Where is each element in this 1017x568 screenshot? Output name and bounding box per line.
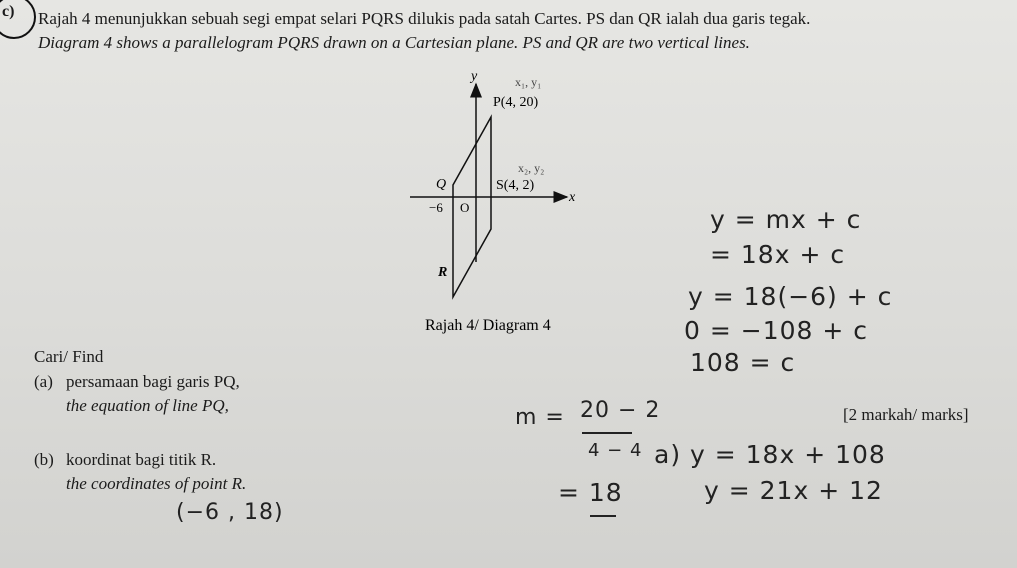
handwriting-answer-a-alt: y = 21x + 12 — [704, 476, 883, 505]
label-point-p: P(4, 20) — [493, 95, 539, 110]
question-number-text: c) — [2, 3, 15, 20]
y-axis-label: y — [471, 69, 478, 84]
part-b-text: koordinat bagi titik R. — [66, 450, 217, 469]
handwriting-eq1: y = mx + c — [710, 205, 862, 234]
parallelogram-pqrs — [453, 117, 491, 297]
part-a-marks: [2 markah/ marks] — [843, 405, 969, 424]
fraction-bar — [582, 432, 632, 434]
label-point-s: S(4, 2) — [496, 178, 535, 193]
handwriting-answer-a: a) y = 18x + 108 — [654, 440, 886, 469]
part-a-label: (a) — [34, 372, 53, 391]
handwriting-eq3: y = 18(−6) + c — [688, 282, 893, 311]
handwriting-eq4: 0 = −108 + c — [684, 316, 868, 345]
handwriting-m-result: = 18 — [558, 478, 623, 507]
instruction-find: Cari/ Find — [34, 347, 104, 366]
part-b-label: (b) — [34, 450, 54, 469]
result-underline — [590, 515, 616, 517]
scribble-mid: x₂, y₂ — [518, 161, 545, 175]
x-axis-label: x — [569, 190, 576, 205]
diagram-caption: Rajah 4/ Diagram 4 — [425, 317, 551, 334]
handwriting-answer-b: (−6 , 18) — [176, 500, 284, 525]
label-point-q: Q — [436, 177, 447, 192]
part-a-text-english: the equation of line PQ, — [66, 396, 229, 415]
label-origin: O — [460, 200, 470, 215]
label-neg-six: −6 — [429, 200, 443, 215]
label-point-r: R — [438, 265, 448, 280]
part-b-text-english: the coordinates of point R. — [66, 474, 247, 493]
part-a-text: persamaan bagi garis PQ, — [66, 372, 240, 391]
handwriting-m-numerator: 20 − 2 — [580, 398, 661, 423]
handwriting-m-label: m = — [515, 405, 565, 430]
handwriting-eq2: = 18x + c — [710, 240, 846, 269]
handwriting-eq5: 108 = c — [690, 348, 796, 377]
handwriting-m-denominator: 4 − 4 — [588, 440, 643, 461]
scribble-top: x₁, y₁ — [515, 75, 542, 89]
question-text-english: Diagram 4 shows a parallelogram PQRS drawn on a Cartesian plane. PS and QR are two vertical lines. — [38, 33, 750, 52]
question-text-malay: Rajah 4 menunjukkan sebuah segi empat selari PQRS dilukis pada satah Cartes. PS dan QR ialah dua garis tegak. — [38, 9, 811, 28]
